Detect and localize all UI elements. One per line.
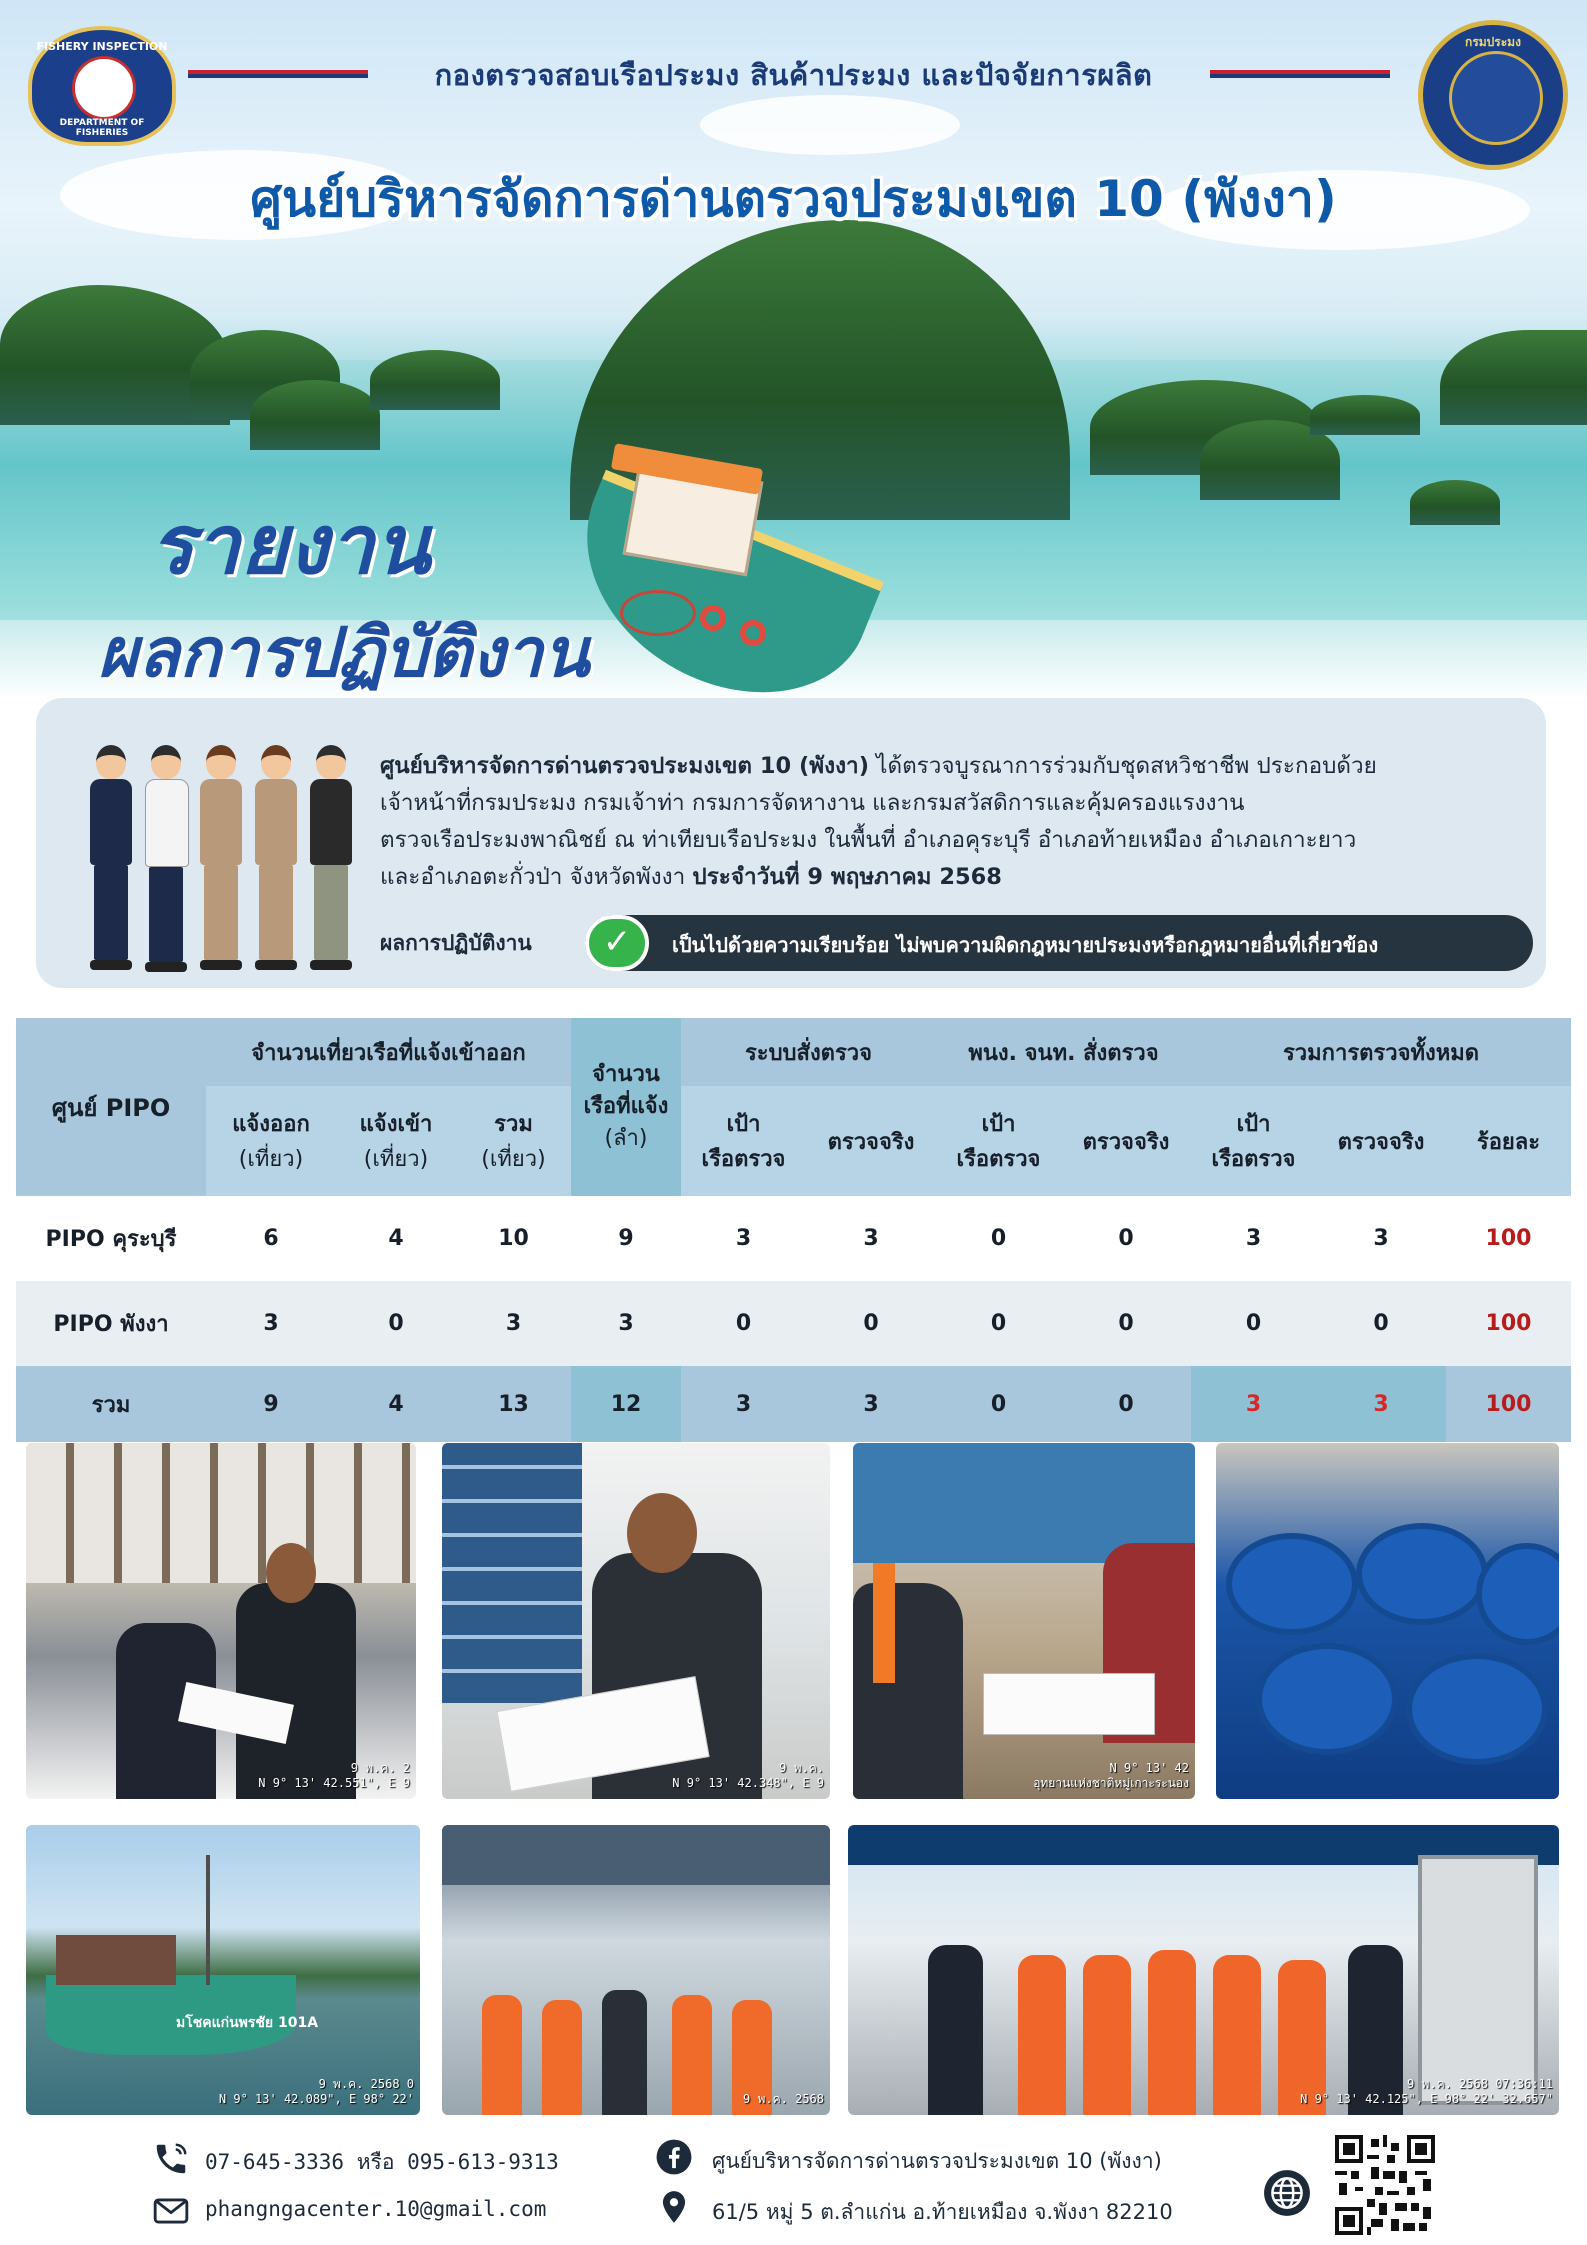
photo-vest <box>873 1563 895 1683</box>
page-title: ศูนย์บริหารจัดการด่านตรวจประมงเขต 10 (พังงา) <box>250 170 1337 228</box>
cell: 6 <box>206 1196 336 1281</box>
group-total-header: รวมการตรวจทั้งหมด <box>1191 1018 1571 1086</box>
photo-mast <box>206 1855 210 1985</box>
logo-right-text: กรมประมง <box>1465 35 1521 49</box>
cell: 0 <box>936 1196 1061 1281</box>
cell: 0 <box>1061 1281 1191 1366</box>
photo-watermark: 9 พ.ค. 2568 <box>743 2092 824 2106</box>
photo-barrel <box>1356 1523 1488 1625</box>
col-off-actual-header: ตรวจจริง <box>1061 1086 1191 1196</box>
island <box>1440 330 1587 425</box>
report-heading: รายงาน <box>150 497 431 593</box>
header-line: จำนวน <box>592 1062 660 1087</box>
officer-icon <box>255 745 297 970</box>
location-pin-icon <box>655 2188 693 2226</box>
table-corner: ศูนย์ PIPO <box>16 1018 206 1196</box>
department-name: กองตรวจสอบเรือประมง สินค้าประมง และปัจจัยการผลิต <box>434 58 1153 92</box>
cell: 0 <box>336 1281 456 1366</box>
photo-crew <box>542 2000 582 2115</box>
cell: 3 <box>571 1281 681 1366</box>
logo-emblem <box>1449 51 1543 145</box>
cell: 3 <box>1191 1366 1316 1442</box>
photo-watermark: 9 พ.ค. 2 N 9° 13' 42.551", E 9 <box>258 1761 410 1790</box>
address: 61/5 หมู่ 5 ต.ลำแก่น อ.ท้ายเหมือง จ.พังงา 82210 <box>712 2200 1173 2224</box>
photo-barrel <box>1406 1653 1548 1765</box>
cloud <box>700 95 960 155</box>
photo-fish-barrels <box>1216 1443 1559 1799</box>
photo-inspection-3 <box>853 1443 1195 1799</box>
cell: 0 <box>1191 1281 1316 1366</box>
cell-percent: 100 <box>1446 1366 1571 1442</box>
photo-crew <box>1018 1955 1066 2115</box>
photo-crew <box>672 1995 712 2115</box>
col-sys-target-header: เป้า เรือตรวจ <box>681 1086 806 1196</box>
cell: 3 <box>806 1196 936 1281</box>
info-description <box>380 748 1520 896</box>
photo-watermark: 9 พ.ค. N 9° 13' 42.348", E 9 <box>672 1761 824 1790</box>
org-name: ศูนย์บริหารจัดการด่านตรวจประมงเขต 10 (พังงา) <box>380 753 869 779</box>
cell: 4 <box>336 1196 456 1281</box>
info-line: ตรวจเรือประมงพาณิชย์ ณ ท่าเทียบเรือประมง ในพื้นที่ อำเภอคุระบุรี อำเภอท้ายเหมือง อำเภอเกาะยาว <box>380 827 1357 853</box>
photo-officer <box>602 1990 647 2115</box>
fishing-net-icon <box>620 590 696 636</box>
department-of-fisheries-logo <box>1418 20 1568 170</box>
qr-code[interactable] <box>1335 2135 1435 2235</box>
group-officer-header: พนง. จนท. สั่งตรวจ <box>936 1018 1191 1086</box>
col-out-header: แจ้งออก (เที่ยว) <box>206 1086 336 1196</box>
col-in-header: แจ้งเข้า (เที่ยว) <box>336 1086 456 1196</box>
photo-barrel <box>1226 1533 1358 1635</box>
group-system-header: ระบบสั่งตรวจ <box>681 1018 936 1086</box>
island <box>1310 395 1420 435</box>
life-ring-icon <box>700 605 726 631</box>
cell: 9 <box>571 1196 681 1281</box>
cell: 10 <box>456 1196 571 1281</box>
photo-crew <box>482 1995 522 2115</box>
report-date: ประจำวันที่ 9 พฤษภาคม 2568 <box>692 864 1002 890</box>
life-ring-icon <box>740 620 766 646</box>
group-trips-header: จำนวนเที่ยวเรือที่แจ้งเข้าออก <box>206 1018 571 1086</box>
cell: 3 <box>681 1366 806 1442</box>
phone-icon <box>152 2140 190 2178</box>
info-line: ได้ตรวจบูรณาการร่วมกับชุดสหวิชาชีพ ประกอบด้วย <box>868 753 1377 779</box>
photo-crew <box>1083 1955 1131 2115</box>
photo-crew <box>1148 1950 1196 2115</box>
photo-head <box>266 1543 316 1603</box>
photo-document <box>983 1673 1155 1735</box>
cell: 3 <box>1316 1366 1446 1442</box>
cell: 0 <box>1061 1366 1191 1442</box>
logo-left-subtext: DEPARTMENT OF FISHERIES <box>59 118 145 138</box>
table-row <box>16 1196 1571 1281</box>
result-label: ผลการปฏิบัติงาน <box>380 931 532 955</box>
cell: 3 <box>681 1196 806 1281</box>
island <box>1410 480 1500 525</box>
cell-percent: 100 <box>1446 1196 1571 1281</box>
info-line: และอำเภอตะกั่วป่า จังหวัดพังงา <box>380 864 693 890</box>
photo-watermark: 9 พ.ค. 2568 0 N 9° 13' 42.089", E 98° 22' <box>218 2077 414 2106</box>
cell: 3 <box>1191 1196 1316 1281</box>
cell: 0 <box>806 1281 936 1366</box>
cell: 0 <box>681 1281 806 1366</box>
table-row <box>16 1281 1571 1366</box>
row-name: PIPO พังงา <box>16 1281 206 1366</box>
cell: 3 <box>456 1281 571 1366</box>
cell: 0 <box>1316 1281 1446 1366</box>
photo-window <box>442 1443 582 1703</box>
photo-watermark: N 9° 13' 42 อุทยานแห่งชาติหมู่เกาะระนอง <box>1033 1761 1189 1790</box>
island <box>250 380 380 450</box>
row-name: รวม <box>16 1366 206 1442</box>
globe-icon[interactable] <box>1262 2168 1312 2218</box>
col-off-target-header: เป้า เรือตรวจ <box>936 1086 1061 1196</box>
email-icon <box>152 2192 190 2230</box>
table-total-row <box>16 1366 1571 1442</box>
photo-boat-name: มโชคแก่นพรชัย 101A <box>176 2015 319 2031</box>
cell-percent: 100 <box>1446 1281 1571 1366</box>
officers-illustration <box>90 745 360 955</box>
col-tot-target-header: เป้า เรือตรวจ <box>1191 1086 1316 1196</box>
officer-icon <box>310 745 352 970</box>
group-vessels-header <box>571 1018 681 1196</box>
logo-emblem <box>72 56 136 120</box>
header-line: (ลำ) <box>604 1126 648 1151</box>
logo-left-text: FISHERY INSPECTION <box>36 40 168 53</box>
cell: 0 <box>1061 1196 1191 1281</box>
fishery-inspection-logo <box>28 26 176 146</box>
photo-door <box>1418 1855 1538 2105</box>
photo-crew <box>1213 1955 1261 2115</box>
photo-roof <box>442 1825 830 1885</box>
photo-barrel <box>1476 1543 1559 1645</box>
island <box>370 350 500 410</box>
officer-icon <box>90 745 132 970</box>
officer-icon <box>145 745 187 972</box>
cell: 13 <box>456 1366 571 1442</box>
officer-icon <box>200 745 242 970</box>
photo-watermark: 9 พ.ค. 2568 07:36:11 N 9° 13' 42.125", E 98° 22' 32.657" <box>1300 2077 1553 2106</box>
cell: 9 <box>206 1366 336 1442</box>
photo-officer <box>853 1583 963 1799</box>
photo-crew-line <box>442 1825 830 2115</box>
cell: 0 <box>936 1366 1061 1442</box>
header-line: เรือที่แจ้ง <box>583 1094 669 1119</box>
col-percent-header: ร้อยละ <box>1446 1086 1571 1196</box>
phone-number[interactable]: 07-645-3336 หรือ 095-613-9313 <box>205 2150 559 2174</box>
photo-crew-inspection <box>848 1825 1559 2115</box>
cell: 3 <box>806 1366 936 1442</box>
photo-officer <box>928 1945 983 2115</box>
result-text: เป็นไปด้วยความเรียบร้อย ไม่พบความผิดกฎหมายประมงหรือกฎหมายอื่นที่เกี่ยวข้อง <box>672 933 1379 957</box>
photo-inspection-2 <box>442 1443 830 1799</box>
photo-roof <box>26 1443 416 1583</box>
cell: 0 <box>936 1281 1061 1366</box>
photo-fishing-boat <box>26 1825 420 2115</box>
cell: 3 <box>1316 1196 1446 1281</box>
photo-barrel <box>1256 1643 1398 1755</box>
col-sum-header: รวม (เที่ยว) <box>456 1086 571 1196</box>
check-icon: ✓ <box>585 915 649 971</box>
cell: 3 <box>206 1281 336 1366</box>
inspection-table <box>16 1018 1571 1442</box>
photo-boat-cabin <box>56 1935 176 1985</box>
info-line: เจ้าหน้าที่กรมประมง กรมเจ้าท่า กรมการจัดหางาน และกรมสวัสดิการและคุ้มครองแรงงาน <box>380 790 1245 816</box>
photo-head <box>627 1493 697 1573</box>
email-address[interactable]: phangngacenter.10@gmail.com <box>205 2197 547 2221</box>
photo-inspection-1 <box>26 1443 416 1799</box>
cell: 4 <box>336 1366 456 1442</box>
col-tot-actual-header: ตรวจจริง <box>1316 1086 1446 1196</box>
col-sys-actual-header: ตรวจจริง <box>806 1086 936 1196</box>
cell: 12 <box>571 1366 681 1442</box>
facebook-page[interactable]: ศูนย์บริหารจัดการด่านตรวจประมงเขต 10 (พังงา) <box>712 2149 1162 2173</box>
facebook-icon <box>655 2138 693 2176</box>
row-name: PIPO คุระบุรี <box>16 1196 206 1281</box>
report-subheading: ผลการปฏิบัติงาน <box>98 613 590 693</box>
